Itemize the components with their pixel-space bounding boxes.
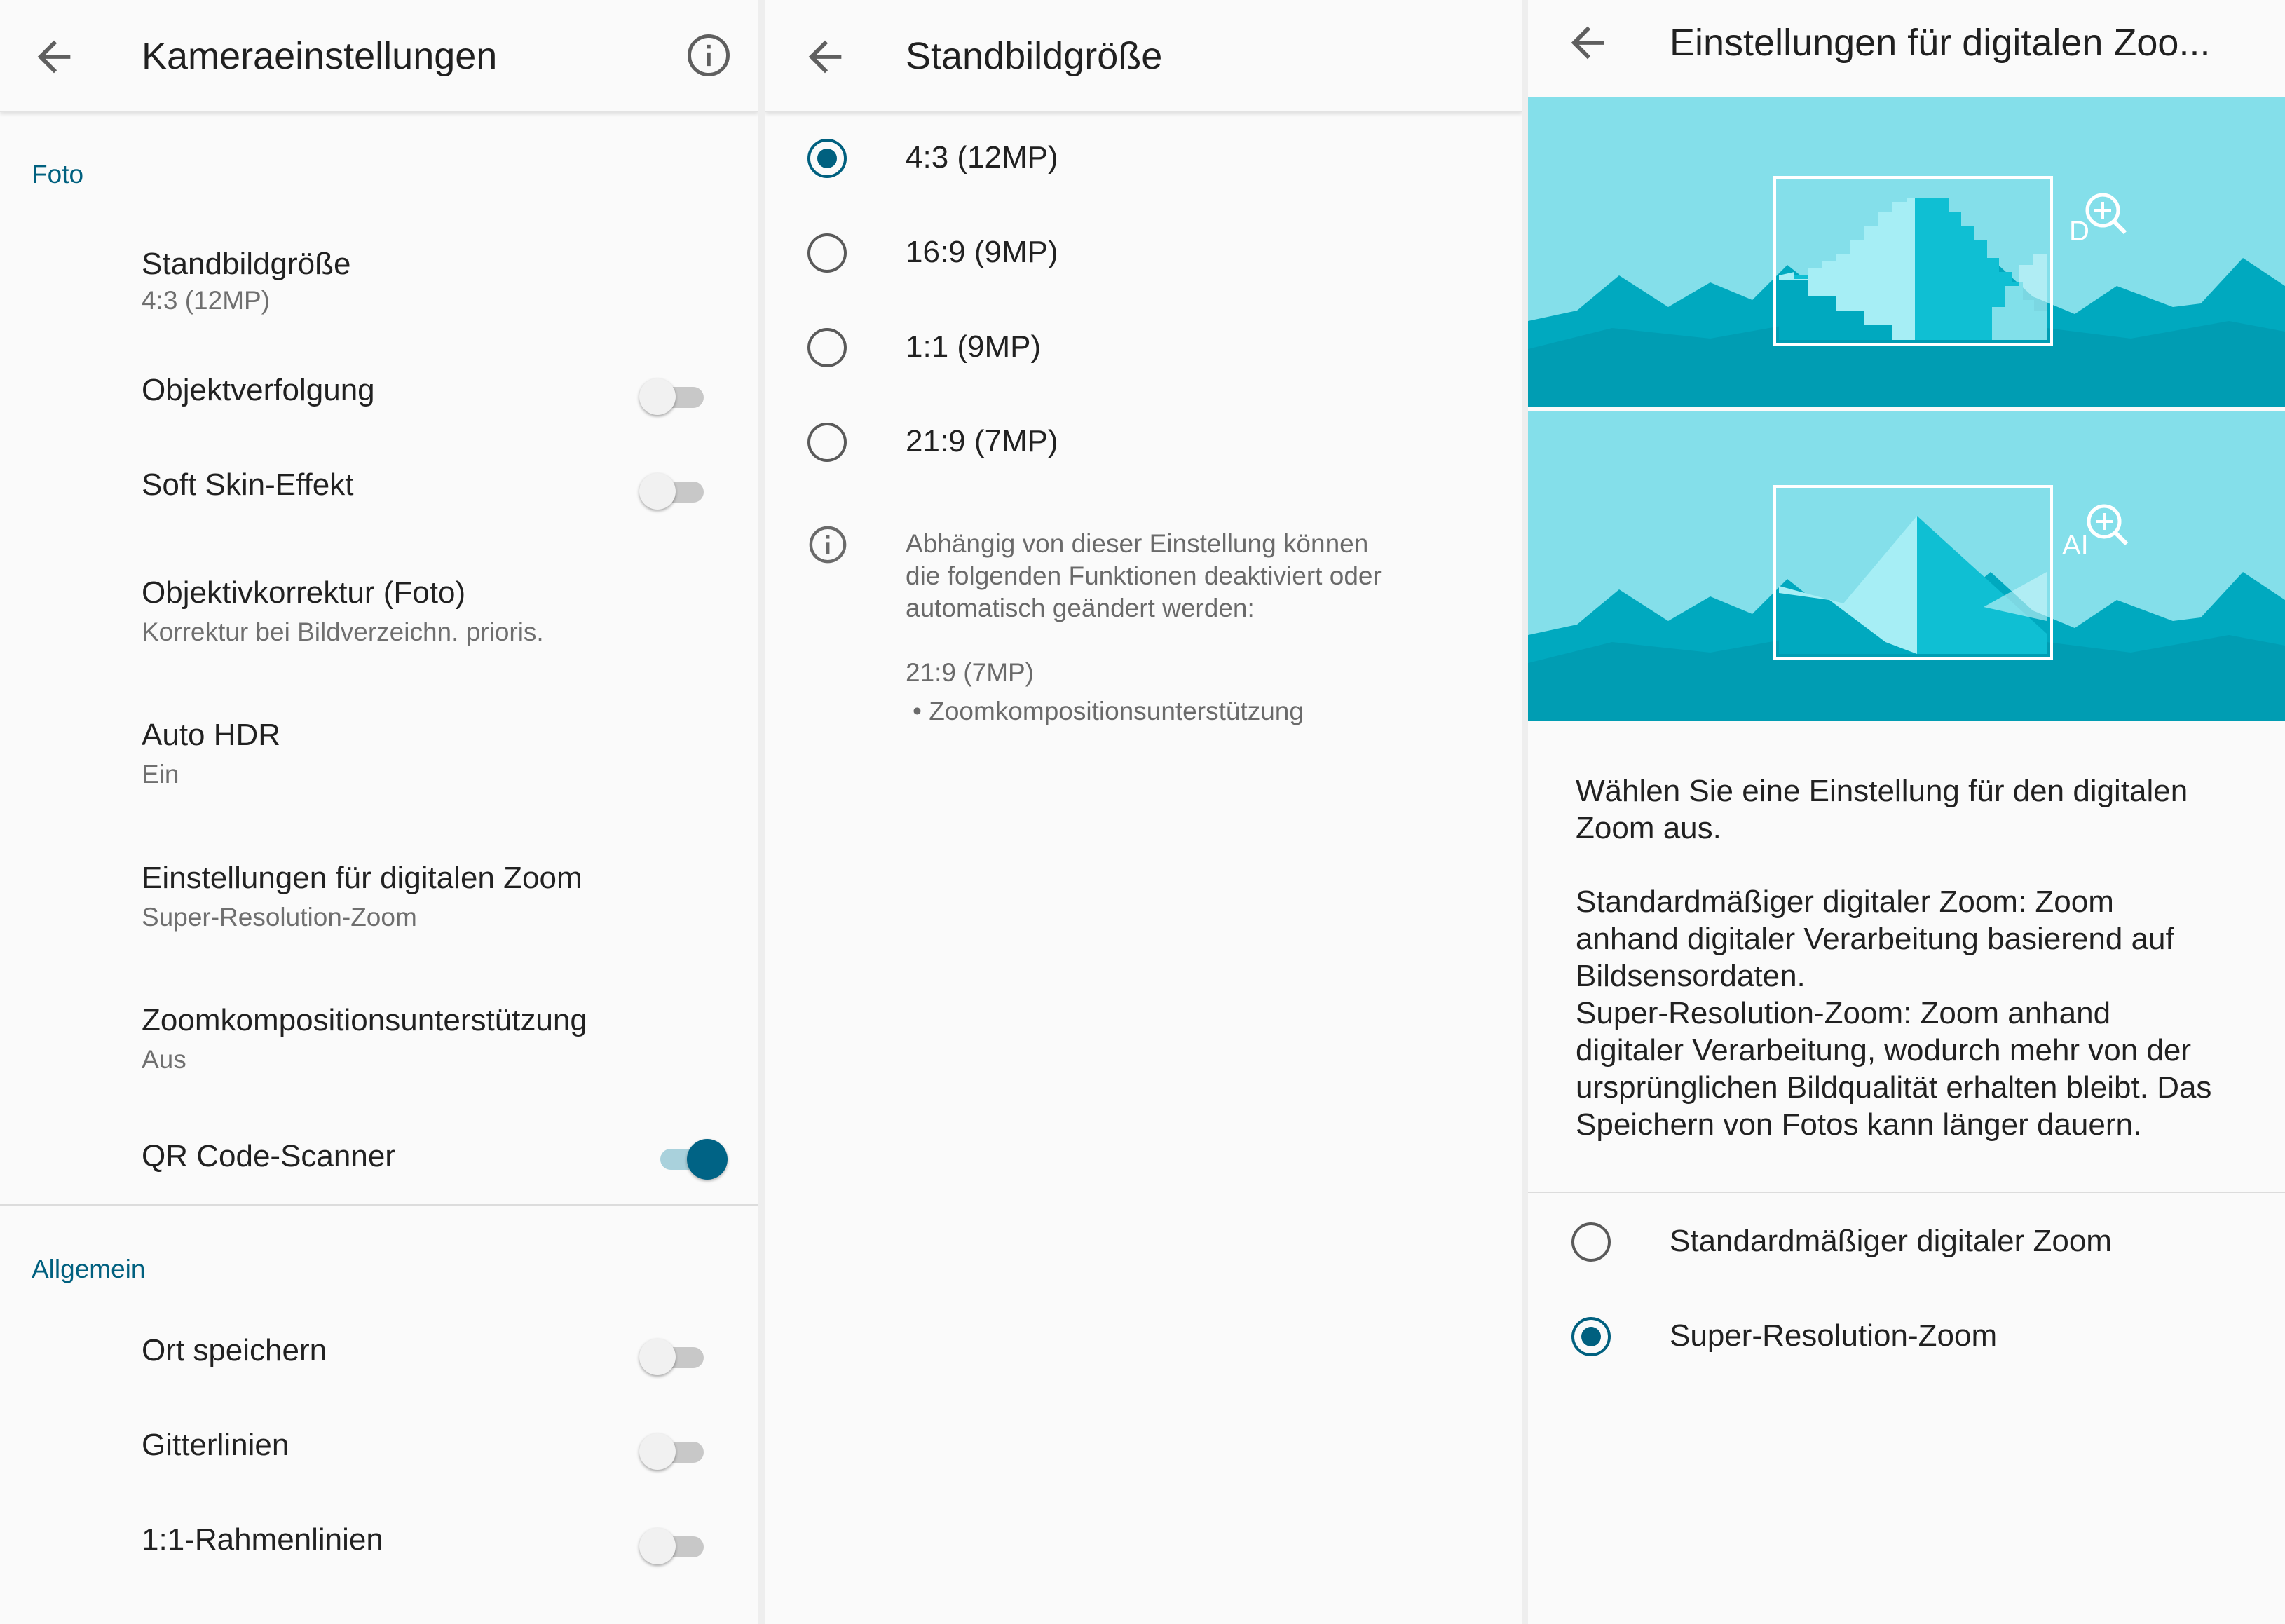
still-size-panel bbox=[765, 0, 1522, 1624]
radio-button[interactable] bbox=[807, 328, 847, 367]
standard-zoom-badge: D bbox=[2069, 216, 2089, 247]
back-arrow-icon[interactable] bbox=[29, 32, 79, 81]
setting-label: Soft Skin-Effekt bbox=[142, 468, 354, 502]
option-standard-zoom[interactable] bbox=[1528, 1220, 2285, 1283]
setting-value: Korrektur bei Bildverzeichn. prioris. bbox=[142, 617, 544, 646]
info-note-ratio: 21:9 (7MP) bbox=[906, 658, 1035, 687]
frame-lines-switch[interactable] bbox=[639, 1532, 704, 1560]
radio-button[interactable] bbox=[1571, 1222, 1611, 1262]
setting-label: Objektverfolgung bbox=[142, 373, 375, 407]
page-title: Kameraeinstellungen bbox=[142, 35, 498, 77]
grid-lines-switch[interactable] bbox=[639, 1438, 704, 1466]
option-label: 21:9 (7MP) bbox=[906, 424, 1058, 458]
option-21-9[interactable] bbox=[765, 417, 1522, 473]
back-arrow-icon[interactable] bbox=[1563, 18, 1612, 67]
intro-text-line: Wählen Sie eine Einstellung für den digitalen bbox=[1576, 774, 2188, 808]
setting-frame-lines[interactable] bbox=[0, 1521, 758, 1577]
setting-lens-correction[interactable] bbox=[0, 571, 758, 662]
standard-description-line: anhand digitaler Verarbeitung basierend auf bbox=[1576, 922, 2174, 956]
setting-zoom-composition[interactable] bbox=[0, 999, 758, 1090]
digital-zoom-panel bbox=[1528, 0, 2285, 1624]
setting-still-size[interactable] bbox=[0, 238, 758, 329]
super-resolution-badge: AI bbox=[2062, 530, 2089, 561]
app-bar bbox=[1528, 0, 2285, 97]
setting-value: Ein bbox=[142, 760, 179, 789]
info-note-line: die folgenden Funktionen deaktiviert oder bbox=[906, 561, 1382, 590]
info-icon[interactable] bbox=[686, 32, 732, 79]
option-16-9[interactable] bbox=[765, 228, 1522, 284]
info-note-line: automatisch geändert werden: bbox=[906, 594, 1255, 622]
option-label: 4:3 (12MP) bbox=[906, 140, 1058, 175]
setting-label: Einstellungen für digitalen Zoom bbox=[142, 861, 582, 895]
standard-description-line: Standardmäßiger digitaler Zoom: Zoom bbox=[1576, 885, 2114, 919]
super-resolution-illustration bbox=[1528, 411, 2285, 721]
info-note-feature: • Zoomkompositionsunterstützung bbox=[913, 697, 1304, 725]
radio-button[interactable] bbox=[807, 423, 847, 462]
setting-label: Ort speichern bbox=[142, 1333, 327, 1367]
qr-scanner-switch[interactable] bbox=[655, 1145, 719, 1173]
option-label: 1:1 (9MP) bbox=[906, 329, 1042, 364]
setting-auto-hdr[interactable] bbox=[0, 714, 758, 805]
option-4-3[interactable] bbox=[765, 133, 1522, 189]
radio-button[interactable] bbox=[807, 233, 847, 273]
setting-label: Gitterlinien bbox=[142, 1428, 289, 1462]
divider bbox=[0, 1204, 758, 1206]
setting-label: Zoomkompositionsunterstützung bbox=[142, 1003, 587, 1037]
setting-label: QR Code-Scanner bbox=[142, 1139, 395, 1173]
page-title: Standbildgröße bbox=[906, 35, 1163, 77]
setting-value: Aus bbox=[142, 1045, 186, 1074]
super-description-line: digitaler Verarbeitung, wodurch mehr von der bbox=[1576, 1033, 2192, 1067]
camera-settings-panel bbox=[0, 0, 758, 1624]
setting-label: Standbildgröße bbox=[142, 247, 351, 281]
option-label: Super-Resolution-Zoom bbox=[1670, 1318, 1998, 1353]
option-label: Standardmäßiger digitaler Zoom bbox=[1670, 1224, 2112, 1258]
setting-value: Super-Resolution-Zoom bbox=[142, 903, 417, 932]
setting-label: 1:1-Rahmenlinien bbox=[142, 1522, 383, 1557]
radio-button[interactable] bbox=[1571, 1317, 1611, 1356]
setting-save-location[interactable] bbox=[0, 1332, 758, 1388]
info-icon bbox=[807, 524, 848, 565]
standard-zoom-illustration bbox=[1528, 97, 2285, 407]
save-location-switch[interactable] bbox=[639, 1343, 704, 1371]
soft-skin-switch[interactable] bbox=[639, 477, 704, 505]
info-note-line: Abhängig von dieser Einstellung können bbox=[906, 529, 1369, 558]
app-bar bbox=[0, 0, 758, 112]
app-bar bbox=[765, 0, 1522, 112]
object-tracking-switch[interactable] bbox=[639, 383, 704, 411]
standard-description-line: Bildsensordaten. bbox=[1576, 959, 1806, 993]
setting-label: Objektivkorrektur (Foto) bbox=[142, 575, 466, 610]
super-description-line: Super-Resolution-Zoom: Zoom anhand bbox=[1576, 996, 2111, 1030]
back-arrow-icon[interactable] bbox=[800, 32, 850, 81]
setting-grid-lines[interactable] bbox=[0, 1426, 758, 1482]
section-header-photo: Foto bbox=[32, 160, 84, 189]
page-title: Einstellungen für digitalen Zoo... bbox=[1670, 22, 2211, 64]
setting-object-tracking[interactable] bbox=[0, 371, 758, 428]
divider bbox=[1528, 1192, 2285, 1193]
setting-qr-scanner[interactable] bbox=[0, 1138, 758, 1194]
super-description-line: Speichern von Fotos kann länger dauern. bbox=[1576, 1107, 2142, 1142]
setting-label: Auto HDR bbox=[142, 718, 281, 752]
radio-button[interactable] bbox=[807, 139, 847, 178]
setting-value: 4:3 (12MP) bbox=[142, 286, 271, 315]
option-label: 16:9 (9MP) bbox=[906, 235, 1058, 269]
section-header-general: Allgemein bbox=[32, 1255, 146, 1283]
intro-text-line: Zoom aus. bbox=[1576, 811, 1721, 845]
setting-soft-skin[interactable] bbox=[0, 466, 758, 522]
setting-digital-zoom[interactable] bbox=[0, 857, 758, 948]
option-1-1[interactable] bbox=[765, 322, 1522, 378]
option-super-resolution-zoom[interactable] bbox=[1528, 1314, 2285, 1377]
super-description-line: ursprünglichen Bildqualität erhalten bleibt. Das bbox=[1576, 1070, 2212, 1105]
